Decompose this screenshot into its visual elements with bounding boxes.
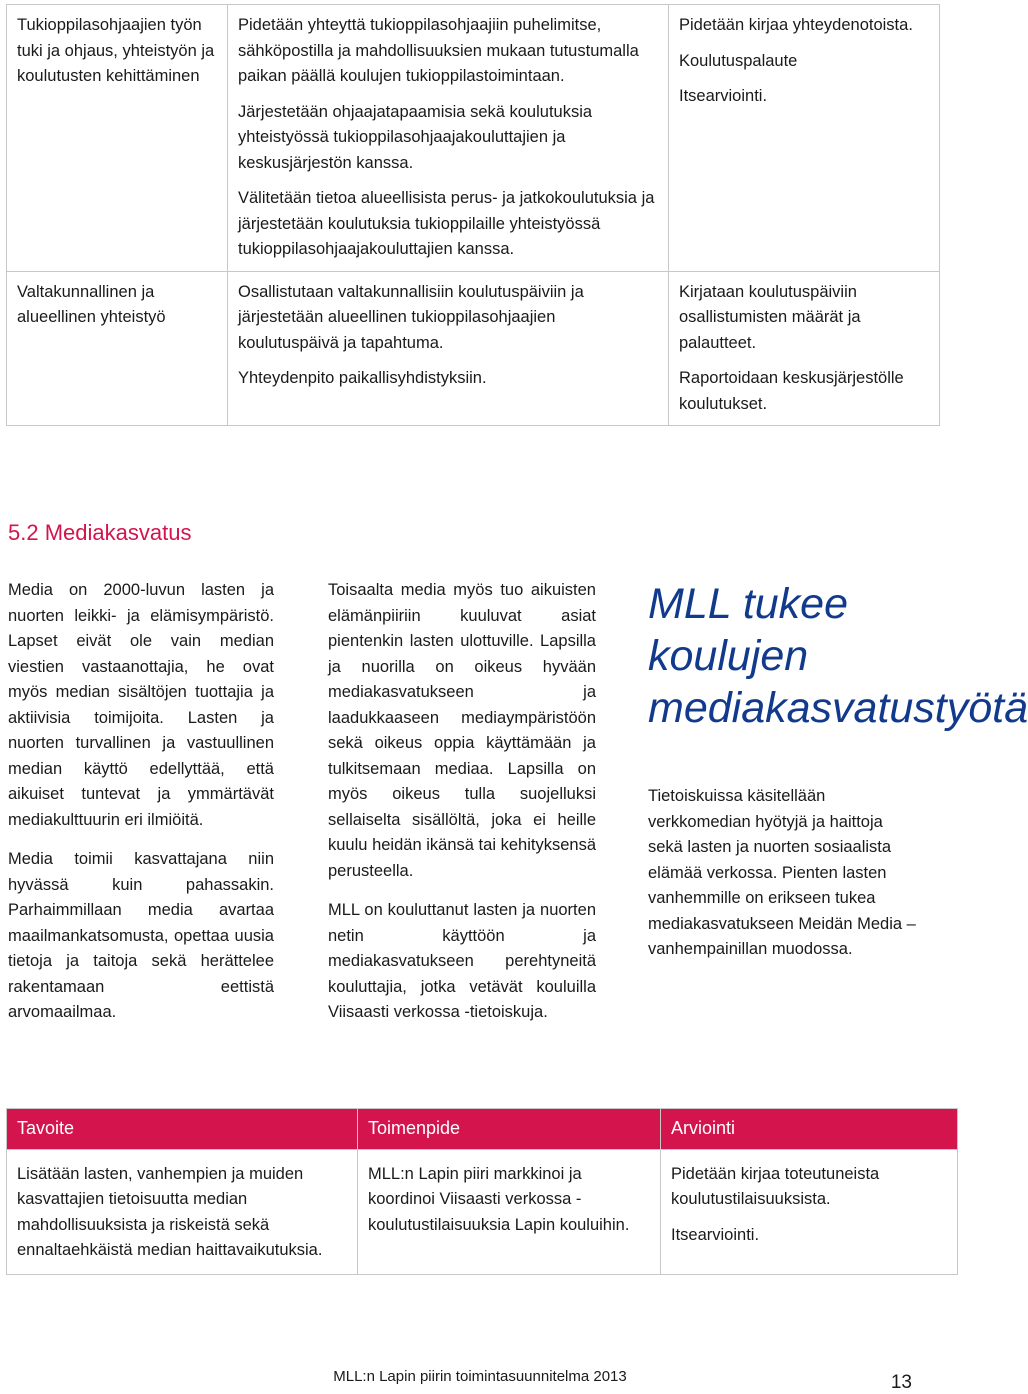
evaluation-text: Itsearviointi. [671,1225,760,1244]
footer-text: MLL:n Lapin piirin toimintasuunnitelma 2013 [333,1368,627,1385]
pull-quote: MLL tukee koulujen mediakasvatustyötä [648,580,1028,732]
evaluation-text: Koulutuspalaute [679,51,798,70]
text-column-middle [328,578,596,1040]
evaluation-text: Raportoidaan keskusjärjestölle koulutukset. [679,369,904,413]
evaluation-cell [669,271,940,426]
evaluation-cell [669,5,940,272]
paragraph: Toisaalta media myös tuo aikuisten elämänpiiriin kuuluvat asiat pientenkin lasten ulottuville. Lapsilla ja nuorilla on oikeus hyvään mediakasvatukseen ja laadukkaaseen mediaympäristöön sekä oikeus oppia käyttämään ja tulkitsemaan mediaa. Lapsilla on myös oikeus tulla suojelluksi sellaiselta sisällöltä, joka ei heille kuulu heidän ikänsä tai kehityksensä perusteella. [328,581,596,880]
action-text: Osallistutaan valtakunnallisiin koulutuspäiviin ja järjestetään alueellinen tukioppilasohjaajien koulutuspäivä ja tapahtuma. [238,282,584,352]
header-evaluation: Arviointi [661,1109,958,1150]
evaluation-text: Pidetään kirjaa toteutuneista koulutustilaisuuksista. [671,1164,880,1208]
goal-cell: Lisätään lasten, vanhempien ja muiden kasvattajien tietoisuutta median mahdollisuuksista ja riskeistä sekä ennaltaehkäistä median haittavaikutuksia. [7,1149,358,1274]
activity-table [6,4,940,426]
section-title: Mediakasvatus [44,520,192,545]
goal-table [6,1108,958,1275]
evaluation-text: Kirjataan koulutuspäiviin osallistumisten määrät ja palautteet. [679,282,861,352]
evaluation-text: Pidetään kirjaa yhteydenotoista. [679,16,913,34]
action-text: Pidetään yhteyttä tukioppilasohjaajiin puhelimitse, sähköpostilla ja mahdollisuuksien mukaan tutustumalla paikan päällä koulujen tukioppilastoimintaan. [238,16,639,85]
table-row [7,5,940,272]
paragraph: Media on 2000-luvun lasten ja nuorten leikki- ja elämisympäristö. Lapset eivät ole vain median viestien vastaanottajia, he ovat myös median sisältöjen tuottajia ja aktiivisia toimijoita. Lasten ja nuorten turvallinen ja vastuullinen median käyttö edellyttää, että aikuiset tuntevat ja ymmärtävät mediakulttuurin eri ilmiöitä. [8,581,274,829]
evaluation-cell [661,1149,958,1274]
header-goal: Tavoite [7,1109,358,1150]
paragraph: Tietoiskuissa käsitellään verkkomedian hyötyjä ja haittoja sekä lasten ja nuorten sosiaalista elämää verkossa. Pienten lasten vanhemmille on erikseen tukea mediakasvatukseen Meidän Media – vanhempainillan muodossa. [648,787,916,958]
text-column-left [8,578,274,1040]
table-header-row [7,1109,958,1150]
paragraph: Media toimii kasvattajana niin hyvässä kuin pahassakin. Parhaimmillaan media avartaa maailmankatsomusta, opettaa uusia tietoja ja taitoja sekä herättelee rakentamaan eettistä arvomaailmaa. [8,850,274,1021]
action-text: Välitetään tietoa alueellisista perus- ja jatkokoulutuksia ja järjestetään koulutuksia tukioppilaille yhteistyössä tukioppilasohjaajakouluttajien kanssa. [238,189,655,258]
table-row [7,1149,958,1274]
paragraph: MLL on kouluttanut lasten ja nuorten netin käyttöön ja mediakasvatukseen perehtyneitä kouluttajia, jotka vetävät kouluilla Viisaasti verkossa -tietoiskuja. [328,901,596,1021]
section-number: 5.2 [8,520,39,545]
table-row [7,271,940,426]
page-number: 13 [890,1372,912,1393]
row-label: Tukioppilasohjaajien työn tuki ja ohjaus, yhteistyön ja koulutusten kehittäminen [7,5,228,272]
action-cell: MLL:n Lapin piiri markkinoi ja koordinoi Viisaasti verkossa -koulutustilaisuuksia Lapin kouluihin. [358,1149,661,1274]
section-heading [8,520,191,546]
row-label: Valtakunnallinen ja alueellinen yhteistyö [7,271,228,426]
header-action: Toimenpide [358,1109,661,1150]
actions-cell [228,271,669,426]
action-text: Yhteydenpito paikallisyhdistyksiin. [238,369,487,387]
text-column-right [648,578,1028,977]
action-text: Järjestetään ohjaajatapaamisia sekä koulutuksia yhteistyössä tukioppilasohjaajakouluttajien ja keskusjärjestön kanssa. [238,102,593,172]
actions-cell [228,5,669,272]
evaluation-text: Itsearviointi. [679,87,768,105]
